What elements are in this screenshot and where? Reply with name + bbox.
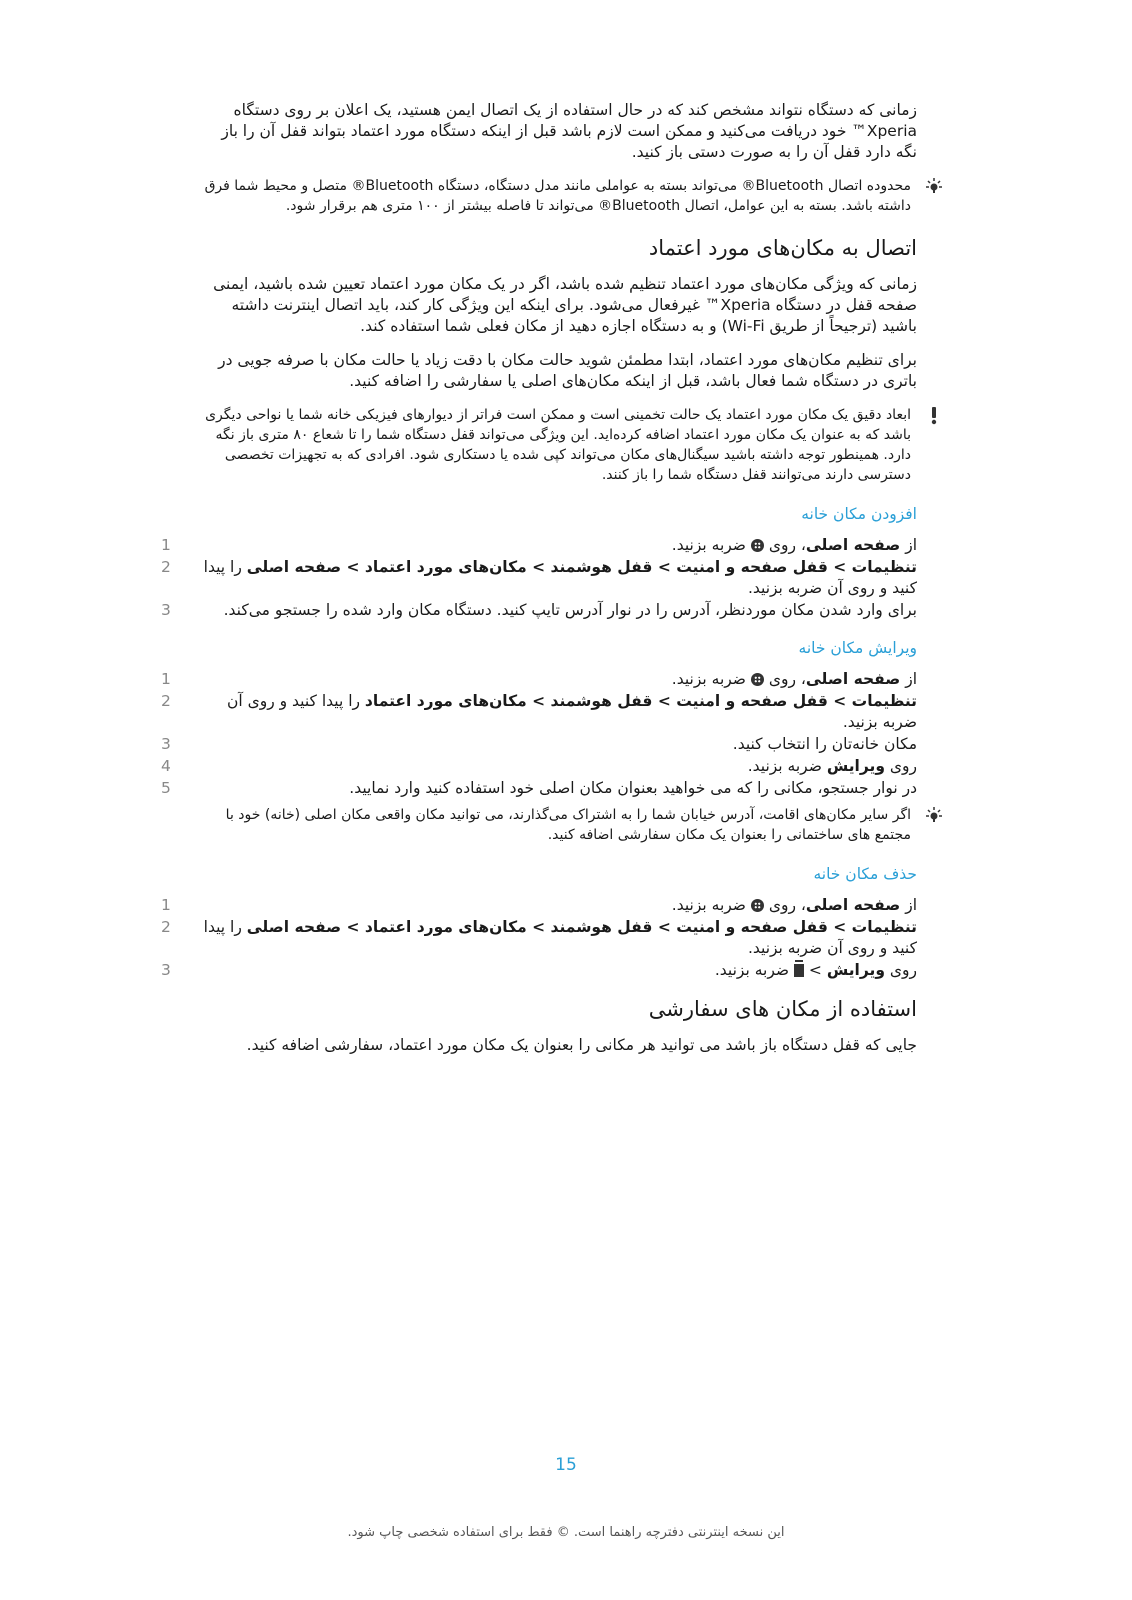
subsection-title-add-home: افزودن مکان خانه [801, 505, 917, 523]
tip-note-edit-home [201, 805, 917, 845]
step-number: 3 [161, 961, 171, 979]
document-page [161, 100, 917, 1069]
step-2: 2 تنظیمات > قفل صفحه و امنیت > قفل هوشمند > مکان‌های مورد اعتماد را پیدا کنید و روی آن ضربه بزنید. [161, 692, 917, 731]
step-number: 2 [161, 692, 171, 710]
note-text: محدوده اتصال Bluetooth® می‌تواند بسته به عواملی مانند مدل دستگاه، دستگاه Bluetooth® متصل و محیط شما فرق داشته باشد. بسته به این عوامل، اتصال Bluetooth® می‌تواند تا فاصله بیشتر از ۱۰۰ متری هم برقرار شود. [204, 178, 911, 214]
intro-paragraph: زمانی که دستگاه نتواند مشخص کند که در حال استفاده از یک اتصال ایمن هستید، یک اعلان بر روی دستگاه Xperia™ خود دریافت می‌کنید و ممکن است لازم باشد قبل از اینکه دستگاه مورد اعتماد بتواند قفل آن را باز نگه دارد قفل آن را به صورت دستی باز کنید. [221, 101, 917, 161]
exclamation-icon [923, 405, 945, 427]
step-number: 2 [161, 918, 171, 936]
step-number: 1 [161, 536, 171, 554]
note-text: اگر سایر مکان‌های اقامت، آدرس خیابان شما را به اشتراک می‌گذارند، می توانید مکان واقعی مکان اصلی (خانه) خود با مجتمع های ساختمانی را بعنوان یک مکان سفارشی اضافه کنید. [225, 807, 911, 843]
step-3: 3 روی ویرایش > ضربه بزنید. [161, 961, 917, 979]
step-number: 1 [161, 670, 171, 688]
tip-note-bluetooth [201, 176, 917, 216]
apps-icon [751, 539, 764, 552]
section-title-trusted-places: اتصال به مکان‌های مورد اعتماد [648, 236, 917, 260]
page-number: 15 [555, 1455, 577, 1475]
note-text: ابعاد دقیق یک مکان مورد اعتماد یک حالت تخمینی است و ممکن است فراتر از دیوارهای فیزیکی خانه شما یا نواحی دیگری باشد که به عنوان یک مکان مورد اعتماد اضافه کرده‌اید. این ویژگی می‌تواند قفل دستگاه شما را تا شعاع ۸۰ متری باز نگه دارد. همینطور توجه داشته باشید سیگنال‌های مکان می‌تواند کپی شده یا دستکاری شود. افرادی که به تجهیزات تخصصی دسترسی دارند می‌توانند قفل دستگاه شما را باز کنند. [205, 407, 911, 483]
apps-icon [751, 899, 764, 912]
step-number: 1 [161, 896, 171, 914]
subsection-title-delete-home: حذف مکان خانه [813, 865, 917, 883]
step-2: 2 تنظیمات > قفل صفحه و امنیت > قفل هوشمند > مکان‌های مورد اعتماد > صفحه اصلی را پیدا کنید و روی آن ضربه بزنید. [161, 918, 917, 957]
step-1: 1 از صفحه اصلی، روی ضربه بزنید. [161, 896, 917, 914]
apps-icon [751, 673, 764, 686]
subsection-title-edit-home: ویرایش مکان خانه [798, 639, 917, 657]
step-4: 4 روی ویرایش ضربه بزنید. [161, 757, 917, 775]
step-number: 3 [161, 735, 171, 753]
step-3: 3 مکان خانه‌تان را انتخاب کنید. [161, 735, 917, 753]
step-1: 1 از صفحه اصلی، روی ضربه بزنید. [161, 536, 917, 554]
lightbulb-icon [923, 805, 945, 827]
step-number: 3 [161, 601, 171, 619]
step-number: 5 [161, 779, 171, 797]
trusted-places-paragraph-2: برای تنظیم مکان‌های مورد اعتماد، ابتدا مطمئن شوید حالت مکان با دقت زیاد یا حالت مکان با صرفه جویی در باتری در دستگاه شما فعال باشد، قبل از اینکه مکان‌های اصلی یا سفارشی را اضافه کنید. [218, 351, 917, 390]
trash-icon [794, 962, 804, 977]
custom-places-paragraph: جایی که قفل دستگاه باز باشد می توانید هر مکانی را بعنوان یک مکان مورد اعتماد، سفارشی اضافه کنید. [246, 1036, 917, 1054]
trusted-places-paragraph-1: زمانی که ویژگی مکان‌های مورد اعتماد تنظیم شده باشد، اگر در یک مکان مورد اعتماد تعیین شده باشید، ایمنی صفحه قفل در دستگاه Xperia™ غیرفعال می‌شود. برای اینکه این ویژگی کار کند، باید اتصال اینترنت داشته باشید (ترجیحاً از طریق Wi-Fi) و به دستگاه اجازه دهید از مکان فعلی شما استفاده کند. [213, 275, 917, 335]
lightbulb-icon [923, 176, 945, 198]
page-footer: این نسخه اینترنتی دفترچه راهنما است. © فقط برای استفاده شخصی چاپ شود. [347, 1525, 785, 1540]
delete-home-steps [161, 895, 917, 981]
step-3: 3 برای وارد شدن مکان موردنظر، آدرس را در نوار آدرس تایپ کنید. دستگاه مکان وارد شده را جستجو می‌کند. [161, 601, 917, 619]
step-number: 2 [161, 558, 171, 576]
step-number: 4 [161, 757, 171, 775]
step-5: 5 در نوار جستجو، مکانی را که می خواهید بعنوان مکان اصلی خود استفاده کنید وارد نمایید. [161, 779, 917, 797]
add-home-steps [161, 535, 917, 621]
warning-note-trusted-places [201, 405, 917, 485]
edit-home-steps [161, 669, 917, 799]
step-1: 1 از صفحه اصلی، روی ضربه بزنید. [161, 670, 917, 688]
step-2: 2 تنظیمات > قفل صفحه و امنیت > قفل هوشمند > مکان‌های مورد اعتماد > صفحه اصلی را پیدا کنید و روی آن ضربه بزنید. [161, 558, 917, 597]
section-title-custom-places: استفاده از مکان های سفارشی [648, 997, 917, 1021]
